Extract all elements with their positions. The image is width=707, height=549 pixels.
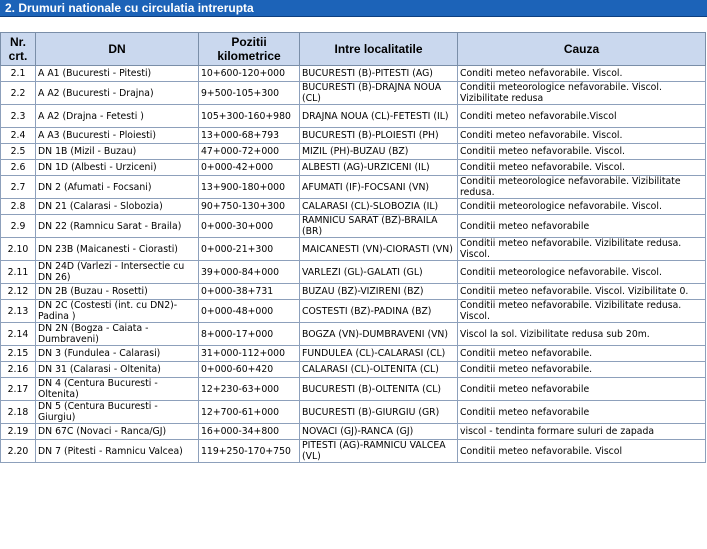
table-row bbox=[1, 66, 706, 82]
header-dn: DN bbox=[36, 33, 199, 66]
cell-pozitii: 13+900-180+000 bbox=[199, 176, 300, 199]
cell-intre: ALBESTI (AG)-URZICENI (IL) bbox=[300, 160, 458, 176]
cell-dn: A A2 (Bucuresti - Drajna) bbox=[36, 82, 199, 105]
table-row bbox=[1, 82, 706, 105]
cell-dn: A A1 (Bucuresti - Pitesti) bbox=[36, 66, 199, 82]
interrupted-roads-table bbox=[0, 32, 706, 463]
table-row bbox=[1, 144, 706, 160]
cell-cauza: Conditii meteorologice nefavorabile. Vizibilitate redusa. bbox=[458, 176, 706, 199]
cell-cauza: Conditii meteo nefavorabile. bbox=[458, 346, 706, 362]
table-header-row bbox=[1, 33, 706, 66]
cell-cauza: viscol - tendinta formare suluri de zapada bbox=[458, 424, 706, 440]
cell-dn: DN 2B (Buzau - Rosetti) bbox=[36, 284, 199, 300]
cell-intre: CALARASI (CL)-SLOBOZIA (IL) bbox=[300, 199, 458, 215]
cell-cauza: Conditii meteo nefavorabile. Viscol. bbox=[458, 144, 706, 160]
cell-nr: 2.17 bbox=[1, 378, 36, 401]
cell-nr: 2.5 bbox=[1, 144, 36, 160]
cell-dn: DN 7 (Pitesti - Ramnicu Valcea) bbox=[36, 440, 199, 463]
cell-intre: BOGZA (VN)-DUMBRAVENI (VN) bbox=[300, 323, 458, 346]
cell-nr: 2.10 bbox=[1, 238, 36, 261]
cell-intre: COSTESTI (BZ)-PADINA (BZ) bbox=[300, 300, 458, 323]
cell-pozitii: 12+700-61+000 bbox=[199, 401, 300, 424]
cell-cauza: Conditii meteo nefavorabile. Viscol. Vizibilitate 0. bbox=[458, 284, 706, 300]
cell-nr: 2.8 bbox=[1, 199, 36, 215]
cell-nr: 2.7 bbox=[1, 176, 36, 199]
table-row bbox=[1, 440, 706, 463]
cell-pozitii: 31+000-112+000 bbox=[199, 346, 300, 362]
header-pozitii: Pozitii kilometrice bbox=[199, 33, 300, 66]
cell-dn: DN 2N (Bogza - Caiata - Dumbraveni) bbox=[36, 323, 199, 346]
cell-pozitii: 0+000-60+420 bbox=[199, 362, 300, 378]
cell-intre: FUNDULEA (CL)-CALARASI (CL) bbox=[300, 346, 458, 362]
cell-dn: DN 1B (Mizil - Buzau) bbox=[36, 144, 199, 160]
cell-pozitii: 39+000-84+000 bbox=[199, 261, 300, 284]
cell-nr: 2.13 bbox=[1, 300, 36, 323]
cell-pozitii: 0+000-42+000 bbox=[199, 160, 300, 176]
cell-nr: 2.9 bbox=[1, 215, 36, 238]
cell-pozitii: 119+250-170+750 bbox=[199, 440, 300, 463]
cell-dn: A A2 (Drajna - Fetesti ) bbox=[36, 105, 199, 128]
header-nr: Nr. crt. bbox=[1, 33, 36, 66]
cell-intre: BUCURESTI (B)-DRAJNA NOUA (CL) bbox=[300, 82, 458, 105]
table-row bbox=[1, 362, 706, 378]
cell-nr: 2.16 bbox=[1, 362, 36, 378]
cell-pozitii: 0+000-30+000 bbox=[199, 215, 300, 238]
cell-pozitii: 0+000-21+300 bbox=[199, 238, 300, 261]
table-row bbox=[1, 105, 706, 128]
table-row bbox=[1, 199, 706, 215]
cell-cauza: Conditii meteorologice nefavorabile. Viscol. bbox=[458, 199, 706, 215]
cell-dn: DN 22 (Ramnicu Sarat - Braila) bbox=[36, 215, 199, 238]
table-row bbox=[1, 378, 706, 401]
cell-nr: 2.6 bbox=[1, 160, 36, 176]
cell-nr: 2.11 bbox=[1, 261, 36, 284]
cell-intre: MIZIL (PH)-BUZAU (BZ) bbox=[300, 144, 458, 160]
table-row bbox=[1, 300, 706, 323]
cell-cauza: Conditi meteo nefavorabile. Viscol. bbox=[458, 128, 706, 144]
cell-cauza: Conditii meteorologice nefavorabile. Viscol. Vizibilitate redusa bbox=[458, 82, 706, 105]
cell-dn: DN 67C (Novaci - Ranca/GJ) bbox=[36, 424, 199, 440]
section-title: 2. Drumuri nationale cu circulatia intrerupta bbox=[0, 0, 707, 17]
header-cauza: Cauza bbox=[458, 33, 706, 66]
cell-cauza: Conditii meteo nefavorabile bbox=[458, 215, 706, 238]
cell-intre: RAMNICU SARAT (BZ)-BRAILA (BR) bbox=[300, 215, 458, 238]
cell-cauza: Conditii meteo nefavorabile bbox=[458, 401, 706, 424]
cell-dn: DN 31 (Calarasi - Oltenita) bbox=[36, 362, 199, 378]
cell-nr: 2.19 bbox=[1, 424, 36, 440]
cell-intre: BUZAU (BZ)-VIZIRENI (BZ) bbox=[300, 284, 458, 300]
cell-intre: CALARASI (CL)-OLTENITA (CL) bbox=[300, 362, 458, 378]
cell-nr: 2.15 bbox=[1, 346, 36, 362]
cell-pozitii: 13+000-68+793 bbox=[199, 128, 300, 144]
cell-intre: AFUMATI (IF)-FOCSANI (VN) bbox=[300, 176, 458, 199]
cell-cauza: Conditii meteo nefavorabile. Viscol. bbox=[458, 160, 706, 176]
cell-nr: 2.1 bbox=[1, 66, 36, 82]
cell-pozitii: 12+230-63+000 bbox=[199, 378, 300, 401]
table-row bbox=[1, 176, 706, 199]
cell-cauza: Conditii meteorologice nefavorabile. Viscol. bbox=[458, 261, 706, 284]
cell-pozitii: 16+000-34+800 bbox=[199, 424, 300, 440]
cell-intre: MAICANESTI (VN)-CIORASTI (VN) bbox=[300, 238, 458, 261]
cell-dn: DN 5 (Centura Bucuresti - Giurgiu) bbox=[36, 401, 199, 424]
cell-pozitii: 105+300-160+980 bbox=[199, 105, 300, 128]
table-row bbox=[1, 424, 706, 440]
table-row bbox=[1, 238, 706, 261]
cell-nr: 2.14 bbox=[1, 323, 36, 346]
cell-cauza: Conditii meteo nefavorabile. Vizibilitate redusa. Viscol. bbox=[458, 300, 706, 323]
cell-dn: DN 2C (Costesti (int. cu DN2)-Padina ) bbox=[36, 300, 199, 323]
cell-pozitii: 90+750-130+300 bbox=[199, 199, 300, 215]
cell-nr: 2.12 bbox=[1, 284, 36, 300]
header-intre: Intre localitatile bbox=[300, 33, 458, 66]
cell-intre: NOVACI (GJ)-RANCA (GJ) bbox=[300, 424, 458, 440]
cell-nr: 2.20 bbox=[1, 440, 36, 463]
cell-nr: 2.2 bbox=[1, 82, 36, 105]
table-row bbox=[1, 215, 706, 238]
cell-cauza: Conditii meteo nefavorabile. Vizibilitate redusa. Viscol. bbox=[458, 238, 706, 261]
table-row bbox=[1, 128, 706, 144]
cell-nr: 2.3 bbox=[1, 105, 36, 128]
cell-intre: VARLEZI (GL)-GALATI (GL) bbox=[300, 261, 458, 284]
cell-intre: PITESTI (AG)-RAMNICU VALCEA (VL) bbox=[300, 440, 458, 463]
cell-cauza: Conditi meteo nefavorabile.Viscol bbox=[458, 105, 706, 128]
spacer bbox=[0, 17, 707, 32]
cell-cauza: Conditii meteo nefavorabile. Viscol bbox=[458, 440, 706, 463]
cell-cauza: Conditii meteo nefavorabile. bbox=[458, 362, 706, 378]
cell-intre: BUCURESTI (B)-PLOIESTI (PH) bbox=[300, 128, 458, 144]
cell-dn: DN 23B (Maicanesti - Ciorasti) bbox=[36, 238, 199, 261]
cell-nr: 2.18 bbox=[1, 401, 36, 424]
cell-dn: DN 24D (Varlezi - Intersectie cu DN 26) bbox=[36, 261, 199, 284]
cell-nr: 2.4 bbox=[1, 128, 36, 144]
cell-dn: DN 1D (Albesti - Urziceni) bbox=[36, 160, 199, 176]
cell-pozitii: 8+000-17+000 bbox=[199, 323, 300, 346]
cell-dn: DN 21 (Calarasi - Slobozia) bbox=[36, 199, 199, 215]
cell-intre: BUCURESTI (B)-GIURGIU (GR) bbox=[300, 401, 458, 424]
table-row bbox=[1, 261, 706, 284]
cell-dn: DN 2 (Afumati - Focsani) bbox=[36, 176, 199, 199]
cell-dn: DN 3 (Fundulea - Calarasi) bbox=[36, 346, 199, 362]
table-row bbox=[1, 160, 706, 176]
table-row bbox=[1, 323, 706, 346]
cell-intre: DRAJNA NOUA (CL)-FETESTI (IL) bbox=[300, 105, 458, 128]
cell-intre: BUCURESTI (B)-PITESTI (AG) bbox=[300, 66, 458, 82]
cell-pozitii: 47+000-72+000 bbox=[199, 144, 300, 160]
table-row bbox=[1, 401, 706, 424]
cell-cauza: Conditii meteo nefavorabile bbox=[458, 378, 706, 401]
cell-cauza: Viscol la sol. Vizibilitate redusa sub 20m. bbox=[458, 323, 706, 346]
cell-pozitii: 10+600-120+000 bbox=[199, 66, 300, 82]
cell-pozitii: 0+000-38+731 bbox=[199, 284, 300, 300]
table-row bbox=[1, 346, 706, 362]
cell-dn: DN 4 (Centura Bucuresti - Oltenita) bbox=[36, 378, 199, 401]
cell-pozitii: 9+500-105+300 bbox=[199, 82, 300, 105]
cell-dn: A A3 (Bucuresti - Ploiesti) bbox=[36, 128, 199, 144]
cell-cauza: Conditi meteo nefavorabile. Viscol. bbox=[458, 66, 706, 82]
cell-pozitii: 0+000-48+000 bbox=[199, 300, 300, 323]
table-row bbox=[1, 284, 706, 300]
cell-intre: BUCURESTI (B)-OLTENITA (CL) bbox=[300, 378, 458, 401]
